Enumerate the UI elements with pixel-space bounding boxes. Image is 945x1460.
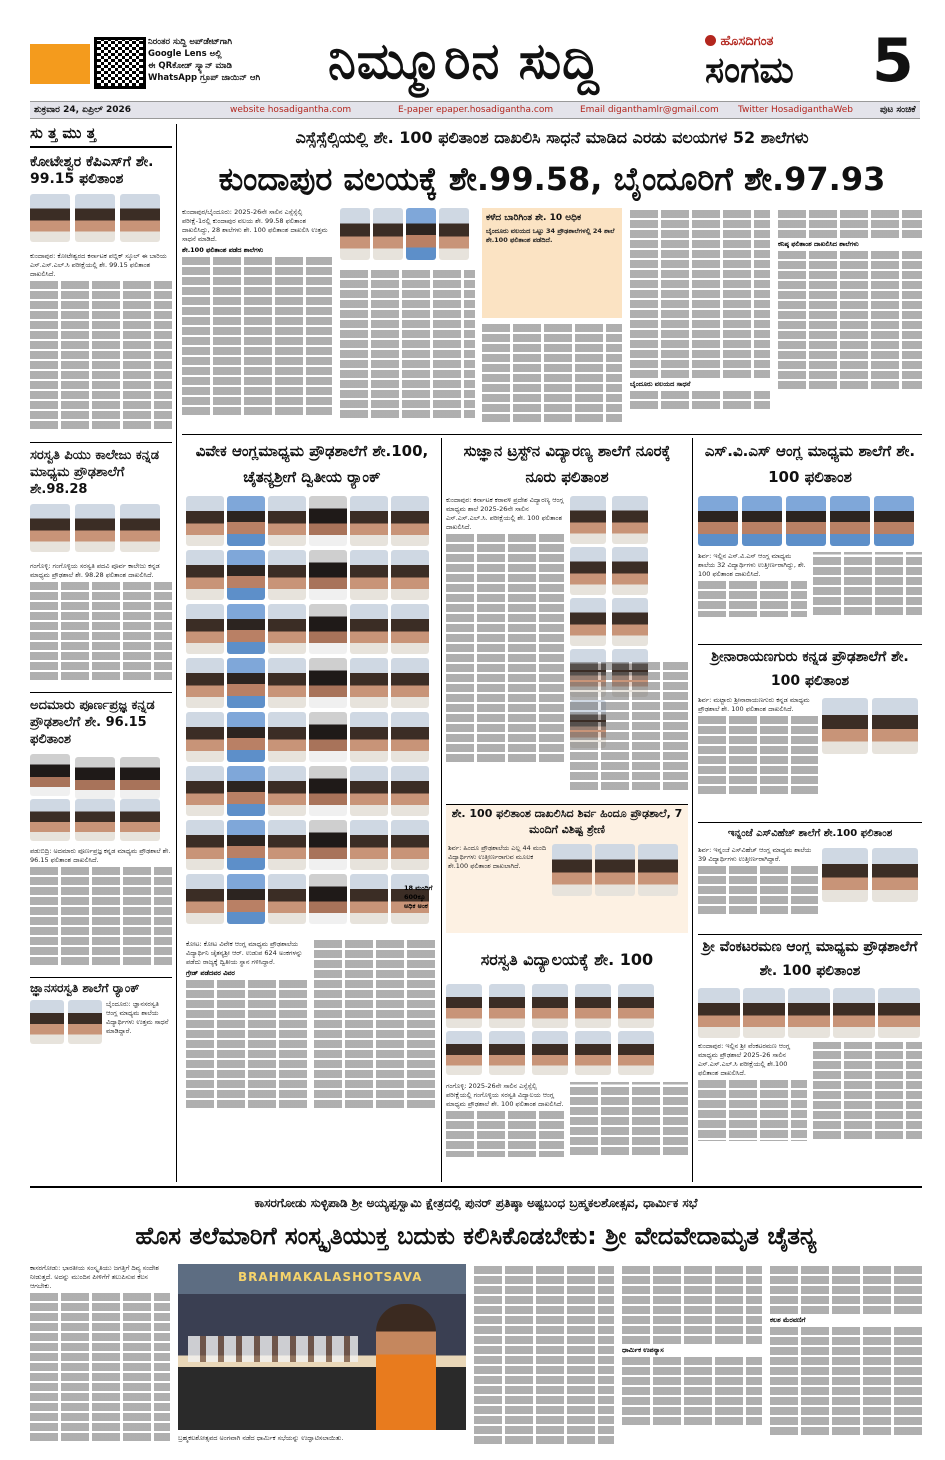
student-photo (439, 208, 469, 260)
student-photo (698, 988, 740, 1038)
student-photo (570, 547, 606, 595)
masthead-title: ನಿಮ್ಮೂರಿನ ಸುದ್ದಿ (328, 32, 600, 90)
right-body-2-text: ಶಿರ್ವ: ಮಟ್ಟಾರು ಶ್ರೀನಾರಾಯಣಗುರು ಕನ್ನಡ ಮಾಧ್ಯಮ ಪ್ರೌಢಶಾಲೆ ಶೇ. 100 ಫಲಿತಾಂಶ ದಾಖಲಿಸಿದೆ. (698, 696, 810, 713)
student-photo (532, 1031, 568, 1075)
student-photo (227, 712, 265, 762)
student-photo (30, 754, 70, 796)
left-photos-1 (30, 194, 172, 246)
student-photo (698, 496, 738, 546)
vivek-body (186, 940, 436, 1176)
student-photo (391, 766, 429, 816)
student-photo (595, 844, 635, 896)
right-headline-4: ಶ್ರೀ ವೆಂಕಟರಮಣ ಆಂಗ್ಲ ಮಾಧ್ಯಮ ಪ್ರೌಢಶಾಲೆಗೆ ಶೇ. 100 ಫಲಿತಾಂಶ (698, 934, 922, 985)
email-link[interactable]: Email diganthamlr@gmail.com (580, 105, 719, 115)
qr-line-4: WhatsApp ಗ್ರೂಪ್ ಜಾಯಿನ್ ಆಗಿ (148, 73, 261, 83)
student-photo (391, 550, 429, 600)
right-body-2 (698, 696, 818, 814)
student-photo (612, 598, 648, 646)
left-body-3 (30, 847, 172, 977)
column-divider (176, 124, 177, 1182)
column-divider (692, 438, 693, 1182)
qr-code[interactable] (94, 37, 146, 89)
student-photo (532, 984, 568, 1028)
student-photo (638, 844, 678, 896)
right-body-1 (698, 552, 922, 640)
student-photo (350, 550, 388, 600)
student-photo (570, 496, 606, 544)
student-photo (186, 874, 224, 924)
student-photo (30, 799, 70, 841)
left-body-3-text: ಪಡುಬಿದ್ರಿ: ಅದಮಾರು ಪೂರ್ಣಪ್ರಜ್ಞ ಕನ್ನಡ ಮಾಧ್ಯಮ ಪ್ರೌಢಶಾಲೆ ಶೇ. 96.15 ಫಲಿತಾಂಶ ದಾಖಲಿಸಿದೆ. (30, 847, 171, 864)
twitter-link[interactable]: Twitter HosadiganthaWeb (738, 105, 854, 115)
student-photo (406, 208, 436, 260)
shirva-body: ಶಿರ್ವ: ಹಿಂದೂ ಪ್ರೌಢಶಾಲೆಯ ಎಲ್ಲ 44 ಮಂದಿ ವಿದ್ಯಾರ್ಥಿಗಳು ಉತ್ತೀರ್ಣರಾಗುವ ಮೂಲಕ ಶೇ.100 ಫಲಿತಾಂಶ ದಾಖಲಾಗಿದೆ. (448, 844, 547, 870)
right-headline-1: ಎಸ್.ವಿ.ಎಸ್ ಆಂಗ್ಲ ಮಾಧ್ಯಮ ಶಾಲೆಗೆ ಶೇ. 100 ಫಲಿತಾಂಶ (704, 442, 916, 486)
sujnana-body-2 (570, 660, 688, 796)
student-photo (186, 766, 224, 816)
saraswati-photos (446, 984, 688, 1078)
left-photos-2 (30, 504, 172, 556)
student-photo (186, 712, 224, 762)
student-photo (309, 496, 347, 546)
student-photo (309, 874, 347, 924)
student-photo (227, 658, 265, 708)
left-headline-3: ಅದಮಾರು ಪೂರ್ಣಪ್ರಜ್ಞ ಕನ್ನಡ ಪ್ರೌಢಶಾಲೆಗೆ ಶೇ. 96.15 ಫಲಿತಾಂಶ (30, 692, 172, 748)
vivek-photo-grid (186, 496, 434, 936)
date-strip (30, 101, 920, 119)
top-story-subhead-2: ಬೈಂದೂರು ವಲಯದ ಸಾಧನೆ (630, 380, 691, 388)
student-photo (446, 984, 482, 1028)
student-photo (309, 766, 347, 816)
student-photo (268, 496, 306, 546)
epaper-link[interactable]: E-paper epaper.hosadigantha.com (398, 105, 554, 115)
brand-small (705, 34, 773, 49)
top-story-photos (340, 208, 470, 263)
student-photo (227, 820, 265, 870)
student-photo (75, 757, 115, 799)
student-photo (68, 1000, 102, 1044)
student-photo (788, 988, 830, 1038)
student-photo (872, 698, 918, 754)
student-photo (391, 820, 429, 870)
sujnana-photos (570, 496, 688, 656)
top-story-subhead: ಶೇ.100 ಫಲಿತಾಂಶ ಪಡೆದ ಶಾಲೆಗಳು (182, 246, 264, 254)
masthead-orange-bar (30, 44, 90, 84)
right-photos-3 (822, 848, 918, 902)
student-photo (350, 658, 388, 708)
column-divider (441, 438, 442, 1182)
right-body-3 (698, 846, 818, 930)
student-photo (570, 598, 606, 646)
right-photos-1 (698, 496, 922, 546)
suttamutta-logo: ಸು ತ್ತ ಮು ತ್ತ (30, 124, 172, 148)
saraswati-body-text: ಗಂಗೊಳ್ಳಿ: 2025-26ನೇ ಸಾಲಿನ ಎಸ್ಸೆಸ್ಸೆಲ್ಸಿ ಪರೀಕ್ಷೆಯಲ್ಲಿ ಗಂಗೊಳ್ಳಿಯ ಸರಸ್ವತಿ ವಿದ್ಯಾಲಯ ಆಂಗ್ಲ ಮಾಧ್ಯಮ ಪ್ರೌಢಶಾಲೆ ಶೇ. 100 ಫಲಿತಾಂಶ ದಾಖಲಿಸಿದೆ. (446, 1082, 564, 1108)
left-headline-4: ಜ್ಞಾನಸರಸ್ವತಿ ಶಾಲೆಗೆ ರ‍್ಯಾಂಕ್ (30, 977, 172, 996)
highlight-title: ಕಳೆದ ಬಾರಿಗಿಂತ ಶೇ. 10 ಅಧಿಕ (486, 213, 582, 223)
student-photo (874, 496, 914, 546)
bottom-body-1: ಕಾಸರಗೋಡು: ಭಾರತೀಯ ಸಂಸ್ಕೃತಿಯು ಜಗತ್ತಿಗೆ ದಿವ್ಯ ಸಂದೇಶ ನೀಡುತ್ತದೆ. ಅದನ್ನು ಮುಂದಿನ ಪೀಳಿಗೆಗೆ ತಲುಪಿಸುವ ಕೆಲಸ ಆಗಬೇಕು. (30, 1264, 159, 1290)
right-body-3-text: ಶಿರ್ವ: ಇನ್ನಂಜೆ ಎಸ್‌ವಿಹೆಚ್ ಆಂಗ್ಲ ಮಾಧ್ಯಮ ಶಾಲೆಯ 39 ವಿದ್ಯಾರ್ಥಿಗಳು ಉತ್ತೀರ್ಣರಾಗಿದ್ದಾರೆ. (698, 846, 812, 863)
vivek-headline: ವಿವೇಕ ಆಂಗ್ಲಮಾಧ್ಯಮ ಪ್ರೌಢಶಾಲೆಗೆ ಶೇ.100, ಚೈತನ್ಯಶ್ರೀಗೆ ದ್ವಿತೀಯ ರ‍್ಯಾಂಕ್ (195, 442, 429, 486)
student-photo (186, 658, 224, 708)
left-story-4 (30, 1000, 172, 1044)
highlight-body: ಬೈಂದೂರು ವಲಯದ ಒಟ್ಟು 34 ಪ್ರೌಢಶಾಲೆಗಳಲ್ಲಿ 24 ಶಾಲೆ ಶೇ.100 ಫಲಿತಾಂಶ ಪಡೆದಿದೆ. (486, 227, 615, 244)
student-photo (268, 712, 306, 762)
student-photo (391, 496, 429, 546)
student-photo (309, 658, 347, 708)
top-story-col-3 (482, 322, 622, 430)
student-photo (268, 604, 306, 654)
right-photos-4 (698, 988, 922, 1038)
event-photo (178, 1264, 466, 1430)
top-story-col-5 (778, 208, 922, 430)
left-headline-1: ಕೋಟೇಶ್ವರ ಕೆಪಿಎಸ್‌ಗೆ ಶೇ. 99.15 ಫಲಿತಾಂಶ (30, 154, 154, 187)
student-photo (786, 496, 826, 546)
event-photo-caption: ಬ್ರಹ್ಮಕಲಶೋತ್ಸವದ ಅಂಗವಾಗಿ ನಡೆದ ಧಾರ್ಮಿಕ ಸಭೆಯನ್ನು ಉದ್ಘಾಟಿಸಲಾಯಿತು. (178, 1434, 344, 1442)
student-photo (742, 496, 782, 546)
right-headline-2: ಶ್ರೀನಾರಾಯಣಗುರು ಕನ್ನಡ ಪ್ರೌಢಶಾಲೆಗೆ ಶೇ. 100 ಫಲಿತಾಂಶ (698, 644, 922, 695)
student-photo (391, 712, 429, 762)
vivek-subhead: ಗ್ರೇಡ್ ಪಡೆದವರ ವಿವರ (186, 969, 235, 977)
student-photo (227, 604, 265, 654)
student-photo (309, 712, 347, 762)
student-photo (350, 712, 388, 762)
student-photo (350, 874, 388, 924)
student-photo (878, 988, 920, 1038)
student-photo (30, 504, 70, 552)
qr-line-1: ನಿರಂತರ ಸುದ್ದಿ ಅಪ್‌ಡೇಟ್‌ಗಾಗಿ (148, 37, 232, 47)
page-number: 5 (872, 26, 914, 96)
right-body-4-text: ಕುಂದಾಪುರ: ಇಲ್ಲಿನ ಶ್ರೀ ವೆಂಕಟರಮಣ ಆಂಗ್ಲ ಮಾಧ್ಯಮ ಪ್ರೌಢಶಾಲೆ 2025-26 ಸಾಲಿನ ಎಸ್.ಎಸ್.ಎಲ್.ಸಿ ಪರೀಕ್ಷೆಯಲ್ಲಿ ಶೇ.100 ಫಲಿತಾಂಶ ದಾಖಲಿಸಿದೆ. (698, 1042, 791, 1077)
bottom-subhead-1: ಧಾರ್ಮಿಕ ಉಪನ್ಯಾಸ (622, 1346, 664, 1354)
student-photo (552, 844, 592, 896)
right-body-4 (698, 1042, 922, 1180)
sujnana-headline: ಸುಜ್ಞಾನ ಟ್ರಸ್ಟ್‌ನ ವಿದ್ಯಾರಣ್ಯ ಶಾಲೆಗೆ ನೂರಕ್ಕೆ ನೂರು ಫಲಿತಾಂಶ (463, 442, 671, 486)
sujnana-body (446, 496, 564, 796)
student-photo (120, 194, 160, 242)
student-photo (30, 194, 70, 242)
student-photo (186, 604, 224, 654)
event-banner: BRAHMAKALASHOTSAVA (238, 1270, 423, 1284)
shirva-headline: ಶೇ. 100 ಫಲಿತಾಂಶ ದಾಖಲಿಸಿದ ಶಿರ್ವ ಹಿಂದೂ ಪ್ರೌಢಶಾಲೆ, 7 ಮಂದಿಗೆ ವಿಶಿಷ್ಟ ಶ್ರೇಣಿ (451, 807, 683, 836)
student-photo (75, 504, 115, 552)
student-photo (830, 496, 870, 546)
highlight-box (482, 208, 622, 318)
right-photos-2 (822, 698, 918, 754)
student-photo (618, 1031, 654, 1075)
left-body-2-text: ಗಂಗೊಳ್ಳಿ: ಗಂಗೊಳ್ಳಿಯ ಸರಸ್ವತಿ ಪದವಿ ಪೂರ್ವ ಕಾಲೇಜು ಕನ್ನಡ ಮಾಧ್ಯಮ ಪ್ರೌಢಶಾಲೆ ಶೇ. 98.28 ಫಲಿತಾಂಶ ದಾಖಲಿಸಿದೆ. (30, 562, 160, 579)
left-body-1-text: ಕುಂದಾಪುರ: ಕೋಟೇಶ್ವರದ ಕರ್ನಾಟಕ ಪಬ್ಲಿಕ್ ಸ್ಕೂಲ್ ಈ ಬಾರಿಯ ಎಸ್.ಎಸ್.ಎಲ್.ಸಿ ಪರೀಕ್ಷೆಯಲ್ಲಿ ಶೇ. 99.15 ಫಲಿತಾಂಶ ದಾಖಲಿಸಿದೆ. (30, 252, 167, 278)
student-photo (612, 496, 648, 544)
student-photo (120, 799, 160, 841)
student-photo (391, 604, 429, 654)
student-photo (227, 550, 265, 600)
top-story-subhead-3: ಕನಿಷ್ಠ ಫಲಿತಾಂಶ ದಾಖಲಿಸಿದ ಶಾಲೆಗಳು (778, 240, 859, 248)
student-photo (186, 550, 224, 600)
student-photo (373, 208, 403, 260)
shirva-photos (552, 844, 686, 896)
student-photo (268, 766, 306, 816)
bottom-col-1 (30, 1264, 170, 1450)
student-photo (227, 874, 265, 924)
student-photo (268, 658, 306, 708)
qr-instructions (148, 36, 323, 84)
top-story-col-4 (630, 208, 770, 430)
student-photo (186, 496, 224, 546)
student-photo (575, 1031, 611, 1075)
qr-line-2: Google Lens ಅಲ್ಲಿ (148, 49, 222, 59)
website-link[interactable]: website hosadigantha.com (230, 105, 352, 115)
top-story-col-1 (182, 208, 332, 430)
vivek-caption: 18 ಮಂದಿಗೆ 600ಕ್ಕೂ ಅಧಿಕ ಅಂಕ (404, 884, 433, 910)
student-photo (872, 848, 918, 902)
top-story-kicker: ಎಸ್ಸೆಸ್ಸೆಲ್ಸಿಯಲ್ಲಿ ಶೇ. 100 ಫಲಿತಾಂಶ ದಾಖಲಿಸಿ ಸಾಧನೆ ಮಾಡಿದ ಎರಡು ವಲಯಗಳ 52 ಶಾಲೆಗಳು (295, 128, 809, 147)
brand-big: ಸಂಗಮ (705, 50, 794, 91)
student-photo (618, 984, 654, 1028)
student-photo (309, 550, 347, 600)
student-photo (446, 1031, 482, 1075)
left-photos-3 (30, 754, 172, 841)
bottom-col-4 (770, 1264, 922, 1450)
student-photo (30, 1000, 64, 1044)
student-photo (268, 820, 306, 870)
bottom-col-2 (474, 1264, 614, 1450)
left-body-4: ಬೈಂದೂರು: ಜ್ಞಾನಸರಸ್ವತಿ ಆಂಗ್ಲ ಮಾಧ್ಯಮ ಶಾಲೆಯ ವಿದ್ಯಾರ್ಥಿಗಳು ಉತ್ತಮ ಸಾಧನೆ ಮಾಡಿದ್ದಾರೆ. (106, 1000, 169, 1035)
brand-logo-icon (705, 35, 716, 46)
student-photo (340, 208, 370, 260)
bottom-headline: ಹೊಸ ತಲೆಮಾರಿಗೆ ಸಂಸ್ಕೃತಿಯುಕ್ತ ಬದುಕು ಕಲಿಸಿಕೊಡಬೇಕು: ಶ್ರೀ ವೇದವೇದಾಮೃತ ಚೈತನ್ಯ (135, 1222, 817, 1250)
top-story-body: ಕುಂದಾಪುರ/ಬೈಂದೂರು: 2025-26ನೇ ಸಾಲಿನ ಎಸ್ಸೆಸ್ಸೆಲ್ಸಿ ಪರೀಕ್ಷೆ-1ರಲ್ಲಿ ಕುಂದಾಪುರ ವಲಯ ಶೇ. 99.58 ಫಲಿತಾಂಶ ದಾಖಲಿಸಿದ್ದು, 28 ಶಾಲೆಗಳು ಶೇ. 100 ಫಲಿತಾಂಶ ದಾಖಲಿಸಿ ಉತ್ತಮ ಸಾಧನೆ ಮಾಡಿದೆ. (182, 208, 328, 243)
section-rule (182, 434, 922, 435)
student-photo (309, 604, 347, 654)
bottom-col-3 (622, 1264, 762, 1450)
left-body-1 (30, 252, 172, 442)
student-photo (186, 820, 224, 870)
bottom-kicker: ಕಾಸರಗೋಡು ಸುಳ್ಳಿಪಾಡಿ ಶ್ರೀ ಅಯ್ಯಪ್ಪಸ್ವಾಮಿ ಕ್ಷೇತ್ರದಲ್ಲಿ ಪುನರ್ ಪ್ರತಿಷ್ಠಾ ಅಷ್ಟಬಂಧ ಬ್ರಹ್ಮಕಲಶೋತ್ಸವ, ಧಾರ್ಮಿಕ ಸಭೆ (254, 1196, 698, 1210)
student-photo (309, 820, 347, 870)
right-body-1-text: ಶಿರ್ವ: ಇಲ್ಲಿನ ಎಸ್.ವಿ.ಎಸ್ ಆಂಗ್ಲ ಮಾಧ್ಯಮ ಶಾಲೆಯ 32 ವಿದ್ಯಾರ್ಥಿಗಳು ಉತ್ತೀರ್ಣರಾಗಿದ್ದು, ಶೇ. 100 ಫಲಿತಾಂಶ ದಾಖಲಿಸಿದೆ. (698, 552, 806, 578)
qr-line-3: ಈ QRಕೋಡ್ ಸ್ಕ್ಯಾನ್ ಮಾಡಿ (148, 61, 232, 71)
vivek-body-text: ಕೋಟ: ಕೋಟ ವಿವೇಕ ಆಂಗ್ಲ ಮಾಧ್ಯಮ ಪ್ರೌಢಶಾಲೆಯ ವಿದ್ಯಾರ್ಥಿನಿ ಚೈತನ್ಯಶ್ರೀ ಆರ್. ಉಡುಪ 624 ಅಂಕಗಳನ್ನು ಪಡೆದು ರಾಜ್ಯಕ್ಕೆ ದ್ವಿತೀಯ ಸ್ಥಾನ ಗಳಿಸಿದ್ದಾರೆ. (186, 940, 303, 966)
brand-small-text: ಹೊಸದಿಗಂತ (720, 34, 774, 49)
top-story-col-2 (340, 268, 475, 430)
student-photo (268, 550, 306, 600)
student-photo (120, 504, 160, 552)
student-photo (489, 1031, 525, 1075)
section-rule (30, 1186, 922, 1188)
student-photo (350, 820, 388, 870)
student-photo (391, 658, 429, 708)
issue-date: ಶುಕ್ರವಾರ 24, ಏಪ್ರಿಲ್ 2026 (34, 105, 132, 115)
student-photo (75, 194, 115, 242)
right-headline-3: ಇನ್ನಂಜೆ ಎಸ್‌ವಿಹೆಚ್ ಶಾಲೆಗೆ ಶೇ.100 ಫಲಿತಾಂಶ (698, 822, 922, 845)
sujnana-body-text: ಕುಂದಾಪುರ: ಕರ್ನಾಟಕ ಕರಾವಳಿ ಪ್ರದೇಶ ವಿದ್ಯಾರಣ್ಯ ಆಂಗ್ಲ ಮಾಧ್ಯಮ ಶಾಲೆ 2025-26ನೇ ಸಾಲಿನ ಎಸ್.ಎಸ್.ಎಲ್.ಸಿ. ಪರೀಕ್ಷೆಯಲ್ಲಿ ಶೇ. 100 ಫಲಿತಾಂಶ ದಾಖಲಿಸಿದೆ. (446, 496, 564, 531)
student-photo (268, 874, 306, 924)
saraswati-body (446, 1082, 688, 1178)
student-photo (227, 766, 265, 816)
student-photo (575, 984, 611, 1028)
left-body-2 (30, 562, 172, 692)
student-photo (350, 766, 388, 816)
student-photo (743, 988, 785, 1038)
saraswati-headline: ಸರಸ್ವತಿ ವಿದ್ಯಾಲಯಕ್ಕೆ ಶೇ. 100 (480, 950, 654, 969)
left-headline-2: ಸರಸ್ವತಿ ಪಿಯು ಕಾಲೇಜು ಕನ್ನಡ ಮಾಧ್ಯಮ ಪ್ರೌಢಶಾಲೆಗೆ ಶೇ.98.28 (30, 442, 172, 498)
speaker-figure (376, 1304, 436, 1430)
student-photo (75, 799, 115, 841)
student-photo (350, 496, 388, 546)
student-photo (120, 757, 160, 799)
student-photo (822, 698, 868, 754)
student-photo (350, 604, 388, 654)
top-story-headline: ಕುಂದಾಪುರ ವಲಯಕ್ಕೆ ಶೇ.99.58, ಬೈಂದೂರಿಗೆ ಶೇ.97.93 (218, 160, 886, 198)
student-photo (822, 848, 868, 902)
edition-label: ಪುಟ ಸಂಚಿಕೆ (880, 105, 916, 115)
student-photo (227, 496, 265, 546)
student-photo (612, 547, 648, 595)
student-photo (833, 988, 875, 1038)
bottom-subhead-2: ಕಲಶ ಮೆರವಣಿಗೆ (770, 1316, 806, 1324)
left-column (30, 124, 172, 1182)
student-photo (489, 984, 525, 1028)
audience-row (188, 1336, 358, 1362)
